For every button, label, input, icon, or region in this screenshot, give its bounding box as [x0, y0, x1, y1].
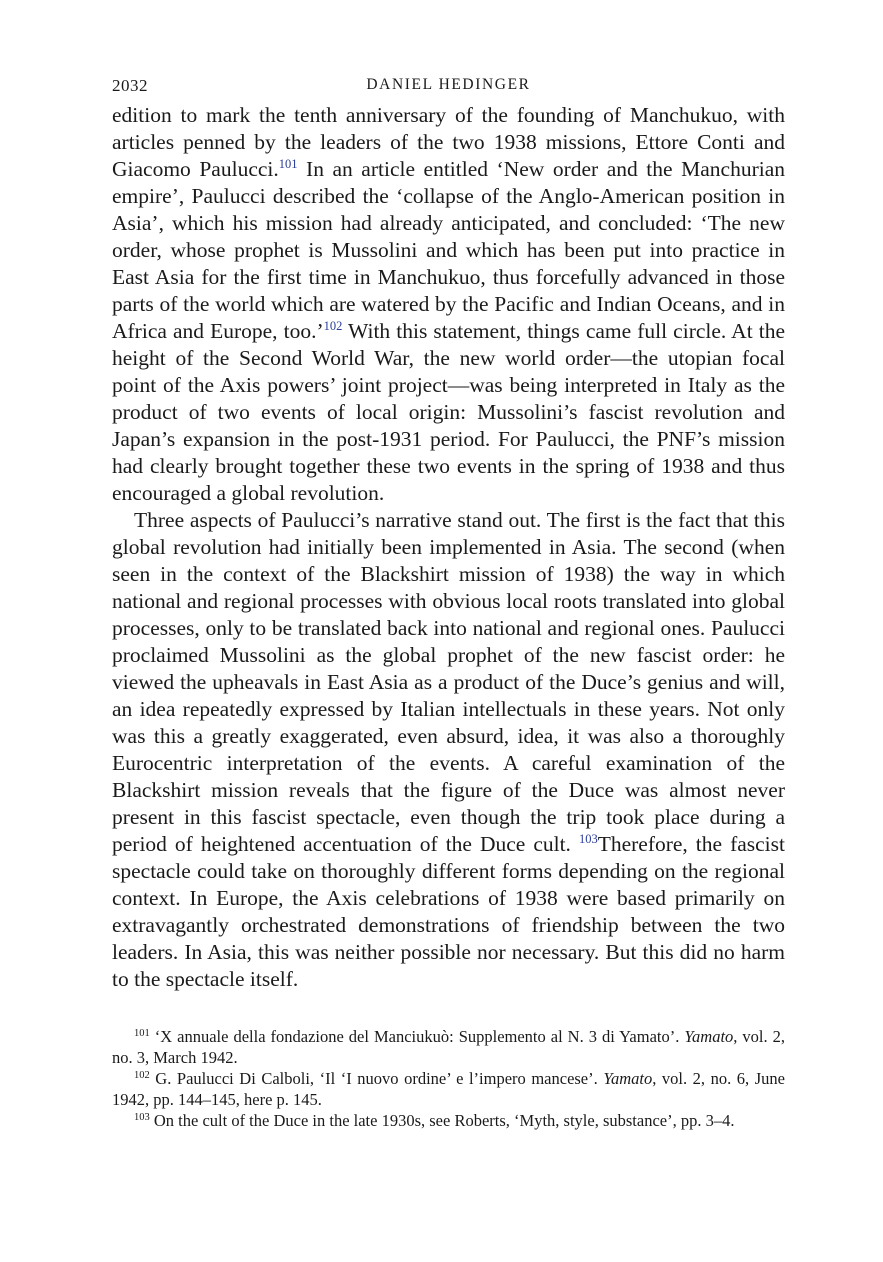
paragraph-text: In an article entitled ‘New order and the Manchurian empire’, Paulucci described the ‘collapse of the Anglo-American position in Asia’, which his mission had already anticipated, and concluded: ‘The new order, whose prophet is Mussolini and which has been put into practice in East Asia for the first time in Manchukuo, thus forcefully advanced in those parts of the world which are watered by the Pacific and Indian Oceans, and in Africa and Europe, too.’ — [112, 157, 785, 343]
body-text — [112, 102, 785, 993]
footnote-text: , vol. 2, no. 3, March 1942. — [112, 1027, 785, 1067]
footnote-reference[interactable]: 103 — [578, 832, 598, 846]
paragraph-text: Three aspects of Paulucci’s narrative stand out. The first is the fact that this global revolution had initially been implemented in Asia. The second (when seen in the context of the Blackshirt mission of 1938) the way in which national and regional processes with obvious local roots translated into global processes, only to be translated back into national and regional ones. Paulucci proclaimed Mussolini as the global prophet of the new fascist order: he viewed the upheavals in East Asia as a product of the Duce’s genius and will, an idea repeatedly expressed by Italian intellectuals in these years. Not only was this a greatly exaggerated, even absurd, idea, it was also a thoroughly Eurocentric interpretation of the events. A careful examination of the Blackshirt mission reveals that the figure of the Duce was almost never present in this fascist spectacle, even though the trip took place during a period of heightened accentuation of the Duce cult. — [112, 508, 785, 856]
paragraph — [112, 507, 785, 993]
page — [112, 76, 785, 1131]
running-head-author: DANIEL HEDINGER — [366, 76, 531, 93]
footnote-journal-title: Yamato — [684, 1027, 734, 1046]
footnote-text: , vol. 2, no. 6, June 1942, pp. 144–145, here p. 145. — [112, 1069, 785, 1109]
running-head — [112, 76, 785, 102]
footnote-reference[interactable]: 101 — [278, 157, 298, 171]
paragraph — [112, 102, 785, 507]
footnote-text: ‘X annuale della fondazione del Manciukuò: Supplemento al N. 3 di Yamato’. — [149, 1027, 685, 1046]
paragraph-text: Therefore, the fascist spectacle could take on thoroughly different forms depending on the regional context. In Europe, the Axis celebrations of 1938 were based primarily on extravagantly orchestrated demonstrations of friendship between the two leaders. In Asia, this was neither possible nor necessary. But this did no harm to the spectacle itself. — [112, 832, 785, 991]
paragraph-text: With this statement, things came full circle. At the height of the Second World War, the new world order—the utopian focal point of the Axis powers’ joint project—was being interpreted in Italy as the product of two events of local origin: Mussolini’s fascist revolution and Japan’s expansion in the post-1931 period. For Paulucci, the PNF’s mission had clearly brought together these two events in the spring of 1938 and thus encouraged a global revolution. — [112, 319, 786, 505]
footnotes — [112, 1026, 785, 1131]
footnote-reference[interactable]: 102 — [323, 319, 343, 333]
footnote — [112, 1068, 785, 1110]
page-number: 2032 — [112, 76, 148, 95]
paragraph-text: edition to mark the tenth anniversary of the founding of Manchukuo, with articles penned by the leaders of the two 1938 missions, Ettore Conti and Giacomo Paulucci. — [112, 103, 785, 181]
footnote-number: 102 — [134, 1070, 150, 1081]
footnote-number: 103 — [134, 1112, 150, 1123]
footnote-text: On the cult of the Duce in the late 1930s, see Roberts, ‘Myth, style, substance’, pp. 3–4. — [149, 1111, 735, 1130]
footnote — [112, 1026, 785, 1068]
footnote — [112, 1110, 785, 1131]
footnote-journal-title: Yamato — [603, 1069, 653, 1088]
footnote-text: G. Paulucci Di Calboli, ‘Il ‘I nuovo ordine’ e l’impero mancese’. — [149, 1069, 604, 1088]
footnote-number: 101 — [134, 1028, 150, 1039]
